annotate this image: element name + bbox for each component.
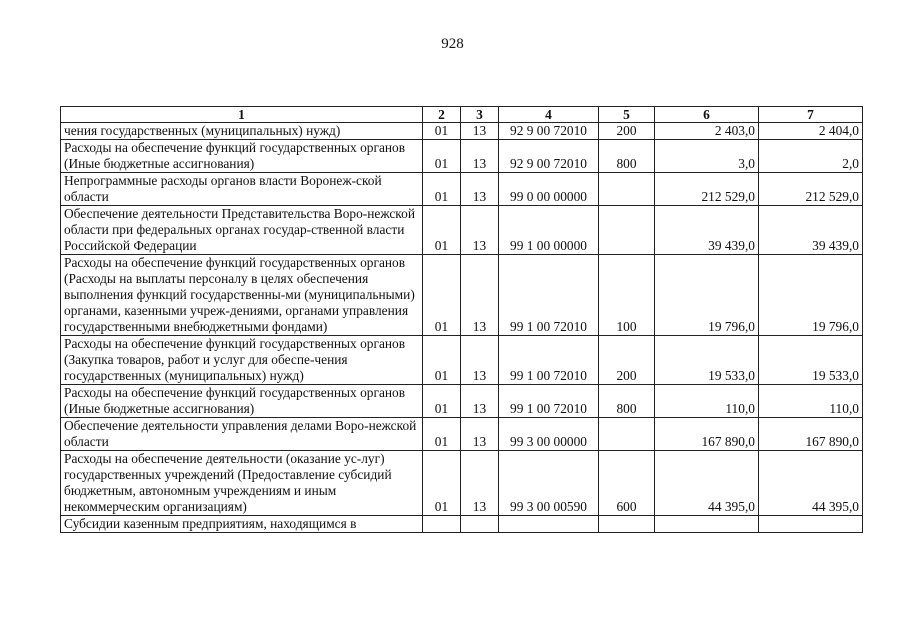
row-value1-cell: 110,0 <box>655 385 759 418</box>
row-rz-cell: 01 <box>423 140 461 173</box>
header-col-3: 3 <box>461 107 499 123</box>
row-rz-cell: 01 <box>423 451 461 516</box>
row-value1-cell: 39 439,0 <box>655 206 759 255</box>
row-name-cell: Расходы на обеспечение деятельности (оказание ус-луг) государственных учреждений (Предоставление субсидий бюджетным, автономным учреждениям и иным некоммерческим организациям) <box>61 451 423 516</box>
row-pr-cell: 13 <box>461 451 499 516</box>
row-vr-cell: 800 <box>599 385 655 418</box>
row-name-cell: Расходы на обеспечение функций государственных органов (Расходы на выплаты персоналу в целях обеспечения выполнения функций государственны-ми (муниципальными) органами, казенными учреж-дениями, органами управления государственными внебюджетными фондами) <box>61 255 423 336</box>
row-pr-cell: 13 <box>461 123 499 140</box>
row-csr-cell: 99 0 00 00000 <box>499 173 599 206</box>
row-name-cell: Расходы на обеспечение функций государственных органов (Иные бюджетные ассигнования) <box>61 140 423 173</box>
row-value2-cell: 212 529,0 <box>759 173 863 206</box>
row-value2-cell: 39 439,0 <box>759 206 863 255</box>
row-name-cell: Обеспечение деятельности Представительства Воро-нежской области при федеральных органах государ-ственной власти Российской Федерации <box>61 206 423 255</box>
row-vr-cell: 600 <box>599 451 655 516</box>
row-value1-cell <box>655 516 759 533</box>
header-col-5: 5 <box>599 107 655 123</box>
row-vr-cell: 100 <box>599 255 655 336</box>
page-number: 928 <box>441 36 464 52</box>
row-pr-cell: 13 <box>461 418 499 451</box>
row-rz-cell: 01 <box>423 123 461 140</box>
row-value2-cell <box>759 516 863 533</box>
row-csr-cell: 99 1 00 72010 <box>499 336 599 385</box>
table-row <box>61 385 863 418</box>
row-value1-cell: 167 890,0 <box>655 418 759 451</box>
row-rz-cell <box>423 516 461 533</box>
row-rz-cell: 01 <box>423 385 461 418</box>
row-pr-cell: 13 <box>461 173 499 206</box>
row-vr-cell <box>599 516 655 533</box>
table-row <box>61 255 863 336</box>
header-col-1: 1 <box>61 107 423 123</box>
row-pr-cell <box>461 516 499 533</box>
row-value2-cell: 19 796,0 <box>759 255 863 336</box>
budget-table <box>60 106 863 533</box>
row-pr-cell: 13 <box>461 140 499 173</box>
row-rz-cell: 01 <box>423 206 461 255</box>
row-rz-cell: 01 <box>423 173 461 206</box>
table-row <box>61 123 863 140</box>
row-name-cell: Расходы на обеспечение функций государственных органов (Иные бюджетные ассигнования) <box>61 385 423 418</box>
row-vr-cell: 200 <box>599 336 655 385</box>
row-value1-cell: 212 529,0 <box>655 173 759 206</box>
row-value2-cell: 167 890,0 <box>759 418 863 451</box>
row-name-cell: чения государственных (муниципальных) нужд) <box>61 123 423 140</box>
row-value2-cell: 44 395,0 <box>759 451 863 516</box>
row-csr-cell: 99 1 00 00000 <box>499 206 599 255</box>
row-vr-cell <box>599 173 655 206</box>
row-pr-cell: 13 <box>461 206 499 255</box>
row-csr-cell: 99 3 00 00590 <box>499 451 599 516</box>
header-col-4: 4 <box>499 107 599 123</box>
header-col-2: 2 <box>423 107 461 123</box>
row-rz-cell: 01 <box>423 336 461 385</box>
header-col-6: 6 <box>655 107 759 123</box>
row-csr-cell: 99 1 00 72010 <box>499 255 599 336</box>
row-value1-cell: 2 403,0 <box>655 123 759 140</box>
row-value1-cell: 19 796,0 <box>655 255 759 336</box>
table-row <box>61 173 863 206</box>
row-rz-cell: 01 <box>423 255 461 336</box>
row-pr-cell: 13 <box>461 255 499 336</box>
table-row <box>61 206 863 255</box>
row-value2-cell: 19 533,0 <box>759 336 863 385</box>
row-csr-cell: 99 1 00 72010 <box>499 385 599 418</box>
row-value1-cell: 3,0 <box>655 140 759 173</box>
row-name-cell: Расходы на обеспечение функций государственных органов (Закупка товаров, работ и услуг для обеспе-чения государственных (муниципальных) нужд) <box>61 336 423 385</box>
row-name-cell: Непрограммные расходы органов власти Воронеж-ской области <box>61 173 423 206</box>
row-csr-cell <box>499 516 599 533</box>
row-value1-cell: 44 395,0 <box>655 451 759 516</box>
row-pr-cell: 13 <box>461 336 499 385</box>
row-name-cell: Обеспечение деятельности управления делами Воро-нежской области <box>61 418 423 451</box>
row-pr-cell: 13 <box>461 385 499 418</box>
row-value2-cell: 2 404,0 <box>759 123 863 140</box>
row-value2-cell: 110,0 <box>759 385 863 418</box>
header-col-7: 7 <box>759 107 863 123</box>
row-value1-cell: 19 533,0 <box>655 336 759 385</box>
table-row <box>61 516 863 533</box>
row-value2-cell: 2,0 <box>759 140 863 173</box>
row-vr-cell <box>599 418 655 451</box>
row-name-cell: Субсидии казенным предприятиям, находящимся в <box>61 516 423 533</box>
table-row <box>61 140 863 173</box>
header-row <box>61 107 863 123</box>
row-csr-cell: 99 3 00 00000 <box>499 418 599 451</box>
row-rz-cell: 01 <box>423 418 461 451</box>
row-csr-cell: 92 9 00 72010 <box>499 123 599 140</box>
row-vr-cell: 800 <box>599 140 655 173</box>
table-row <box>61 336 863 385</box>
row-vr-cell: 200 <box>599 123 655 140</box>
table-row <box>61 451 863 516</box>
row-vr-cell <box>599 206 655 255</box>
row-csr-cell: 92 9 00 72010 <box>499 140 599 173</box>
table-row <box>61 418 863 451</box>
